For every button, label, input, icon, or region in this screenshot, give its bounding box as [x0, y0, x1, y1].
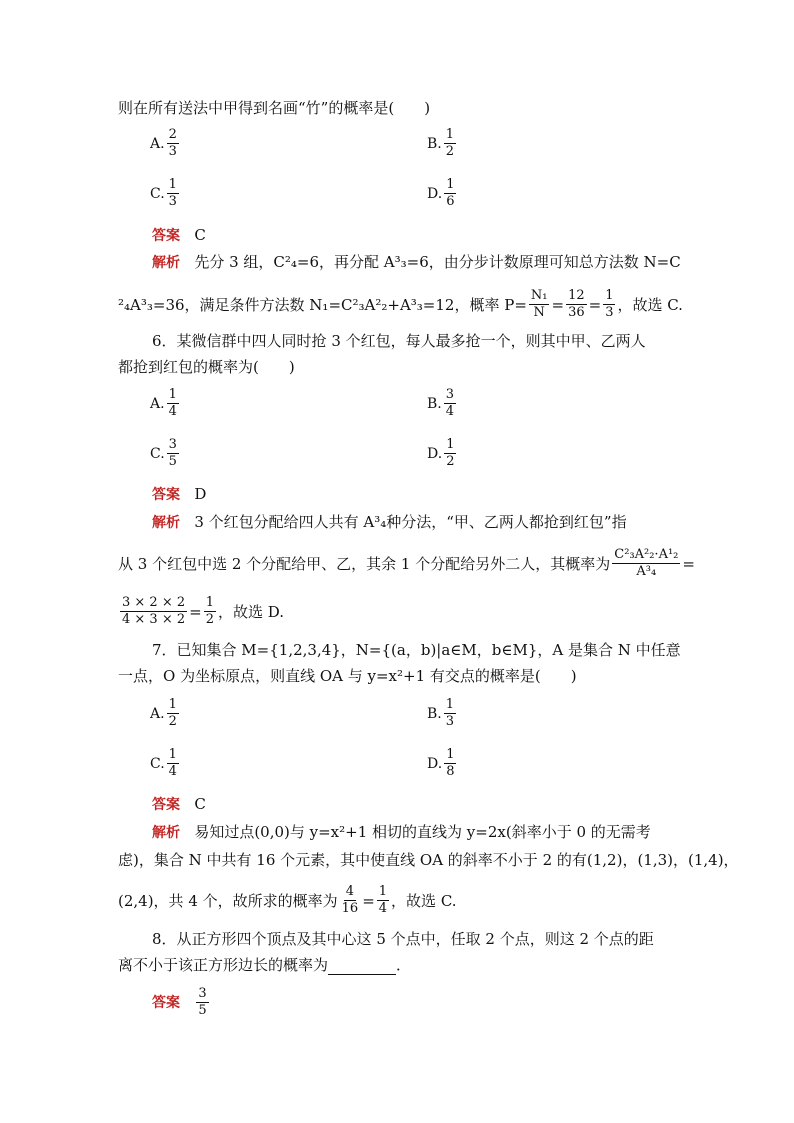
- analysis-text: ，故选 C.: [617, 295, 683, 314]
- option-fraction: $\frac{3}{4}$: [445, 387, 455, 419]
- option-fraction: $\frac{1}{2}$: [168, 697, 177, 729]
- analysis-text: ²₄A³₃=36，满足条件方法数 N₁=C²₃A²₂+A³₃=12，概率 P=: [118, 295, 527, 314]
- q7-option-a[interactable]: [150, 697, 181, 730]
- option-label: B.: [427, 135, 442, 152]
- q5-option-d[interactable]: [427, 177, 458, 210]
- analysis-text: 从 3 个红包中选 2 个分配给甲、乙，其余 1 个分配给另外二人，其概率为: [118, 554, 611, 573]
- option-fraction: $\frac{1}{3}$: [445, 697, 455, 729]
- analysis-text: (2,4)，共 4 个，故所求的概率为: [118, 891, 338, 910]
- analysis-label: 解析: [152, 825, 180, 841]
- q7-option-d[interactable]: [427, 747, 458, 780]
- q5-option-b[interactable]: [427, 127, 458, 160]
- analysis-label: 解析: [152, 255, 180, 271]
- analysis-label: 解析: [152, 515, 180, 531]
- option-label: C.: [150, 185, 165, 202]
- option-fraction: $\frac{2}{3}$: [168, 127, 177, 159]
- q5-answer: [152, 225, 206, 246]
- fraction: $\frac{4}{16}$: [341, 884, 359, 916]
- q7-stem-line-2: 一点，O 为坐标原点，则直线 OA 与 y=x²+1 有交点的概率是( ): [118, 667, 577, 685]
- q6-option-d[interactable]: [427, 437, 458, 470]
- answer-value: D: [194, 485, 207, 503]
- answer-blank[interactable]: [328, 960, 396, 975]
- q8-stem-line-1: 8．从正方形四个顶点及其中心这 5 个点中，任取 2 个点，则这 2 个点的距: [152, 930, 654, 948]
- answer-fraction: $\frac{3}{5}$: [198, 986, 207, 1018]
- q5-option-c[interactable]: [150, 177, 181, 210]
- fraction: $\frac{\text{N₁}}{N}$: [530, 288, 548, 320]
- option-label: B.: [427, 705, 442, 722]
- q6-analysis-line-1: [152, 512, 627, 533]
- q7-option-b[interactable]: [427, 697, 458, 730]
- analysis-text: ，故选 C.: [391, 891, 457, 910]
- q6-option-b[interactable]: [427, 387, 458, 420]
- option-fraction: $\frac{1}{2}$: [446, 437, 455, 469]
- analysis-text: 3 个红包分配给四人共有 A³₄种分法，“甲、乙两人都抢到红包”指: [194, 513, 627, 531]
- q5-stem: 则在所有送法中甲得到名画“竹”的概率是( ): [118, 99, 431, 117]
- q5-option-a[interactable]: [150, 127, 181, 160]
- analysis-text: ，故选 D.: [218, 602, 285, 621]
- option-label: C.: [150, 755, 165, 772]
- equals-sign: =: [189, 602, 202, 621]
- fraction: $\frac{12}{36}$: [568, 288, 585, 320]
- q6-stem-line-2: 都抢到红包的概率为( ): [118, 358, 295, 376]
- fraction: $\frac{1}{2}$: [205, 595, 214, 627]
- equals-sign: =: [362, 891, 375, 910]
- option-label: A.: [150, 135, 165, 152]
- q8-stem-line-2: [118, 955, 411, 975]
- q7-stem-line-1: 7．已知集合 M={1,2,3,4}，N={(a，b)|a∈M，b∈M}，A 是集合 N 中任意: [152, 641, 681, 659]
- fraction: $\frac{\text{C²₃A²₂·A¹₂}}{\text{A³₄}}$: [614, 547, 679, 579]
- answer-label: 答案: [152, 487, 180, 503]
- option-label: C.: [150, 445, 165, 462]
- equals-sign: =: [682, 554, 695, 573]
- q7-analysis-line-2: 虑)，集合 N 中共有 16 个元素，其中使直线 OA 的斜率不小于 2 的有(1,2)，(1,3)，(1,4)，: [118, 851, 739, 869]
- q7-analysis-line-1: [152, 822, 651, 843]
- q7-option-c[interactable]: [150, 747, 181, 780]
- fraction: $\frac{1}{3}$: [605, 288, 614, 320]
- answer-label: 答案: [152, 797, 180, 813]
- stem-text: 离不小于该正方形边长的概率为: [118, 956, 329, 974]
- option-fraction: $\frac{1}{3}$: [168, 177, 177, 209]
- option-label: D.: [427, 445, 443, 462]
- equals-sign: =: [588, 295, 602, 314]
- fraction: $\frac{3 \times 2 \times 2}{4 \times 3 \times 2}$: [122, 595, 186, 627]
- option-fraction: $\frac{3}{5}$: [168, 437, 177, 469]
- answer-label: 答案: [152, 228, 180, 244]
- q6-stem-line-1: 6．某微信群中四人同时抢 3 个红包，每人最多抢一个，则其中甲、乙两人: [152, 332, 646, 350]
- option-fraction: $\frac{1}{4}$: [168, 387, 177, 419]
- q7-answer: [152, 794, 206, 815]
- q7-analysis-line-3: [118, 884, 457, 917]
- option-fraction: $\frac{1}{8}$: [446, 747, 455, 779]
- q6-option-a[interactable]: [150, 387, 181, 420]
- option-label: A.: [150, 395, 165, 412]
- answer-value: C: [194, 226, 206, 244]
- analysis-text: 易知过点(0,0)与 y=x²+1 相切的直线为 y=2x(斜率小于 0 的无需考: [194, 823, 651, 841]
- option-fraction: $\frac{1}{2}$: [445, 127, 455, 159]
- q5-analysis-line-2: [118, 288, 683, 321]
- fraction: $\frac{1}{4}$: [378, 884, 388, 916]
- equals-sign: =: [551, 295, 565, 314]
- option-label: A.: [150, 705, 165, 722]
- option-label: D.: [427, 755, 443, 772]
- answer-value: C: [194, 795, 206, 813]
- answer-label: 答案: [152, 994, 180, 1011]
- q8-answer: [152, 986, 211, 1019]
- option-fraction: $\frac{1}{6}$: [446, 177, 455, 209]
- q6-analysis-line-3: [118, 595, 284, 628]
- analysis-text: 先分 3 组，C²₄=6，再分配 A³₃=6，由分步计数原理可知总方法数 N=C: [194, 253, 681, 271]
- q6-answer: [152, 484, 206, 505]
- option-fraction: $\frac{1}{4}$: [168, 747, 177, 779]
- q5-analysis-line-1: [152, 252, 681, 273]
- option-label: B.: [427, 395, 442, 412]
- q6-analysis-line-2: [118, 547, 695, 580]
- option-label: D.: [427, 185, 443, 202]
- q6-option-c[interactable]: [150, 437, 181, 470]
- stem-text: ．: [396, 956, 412, 974]
